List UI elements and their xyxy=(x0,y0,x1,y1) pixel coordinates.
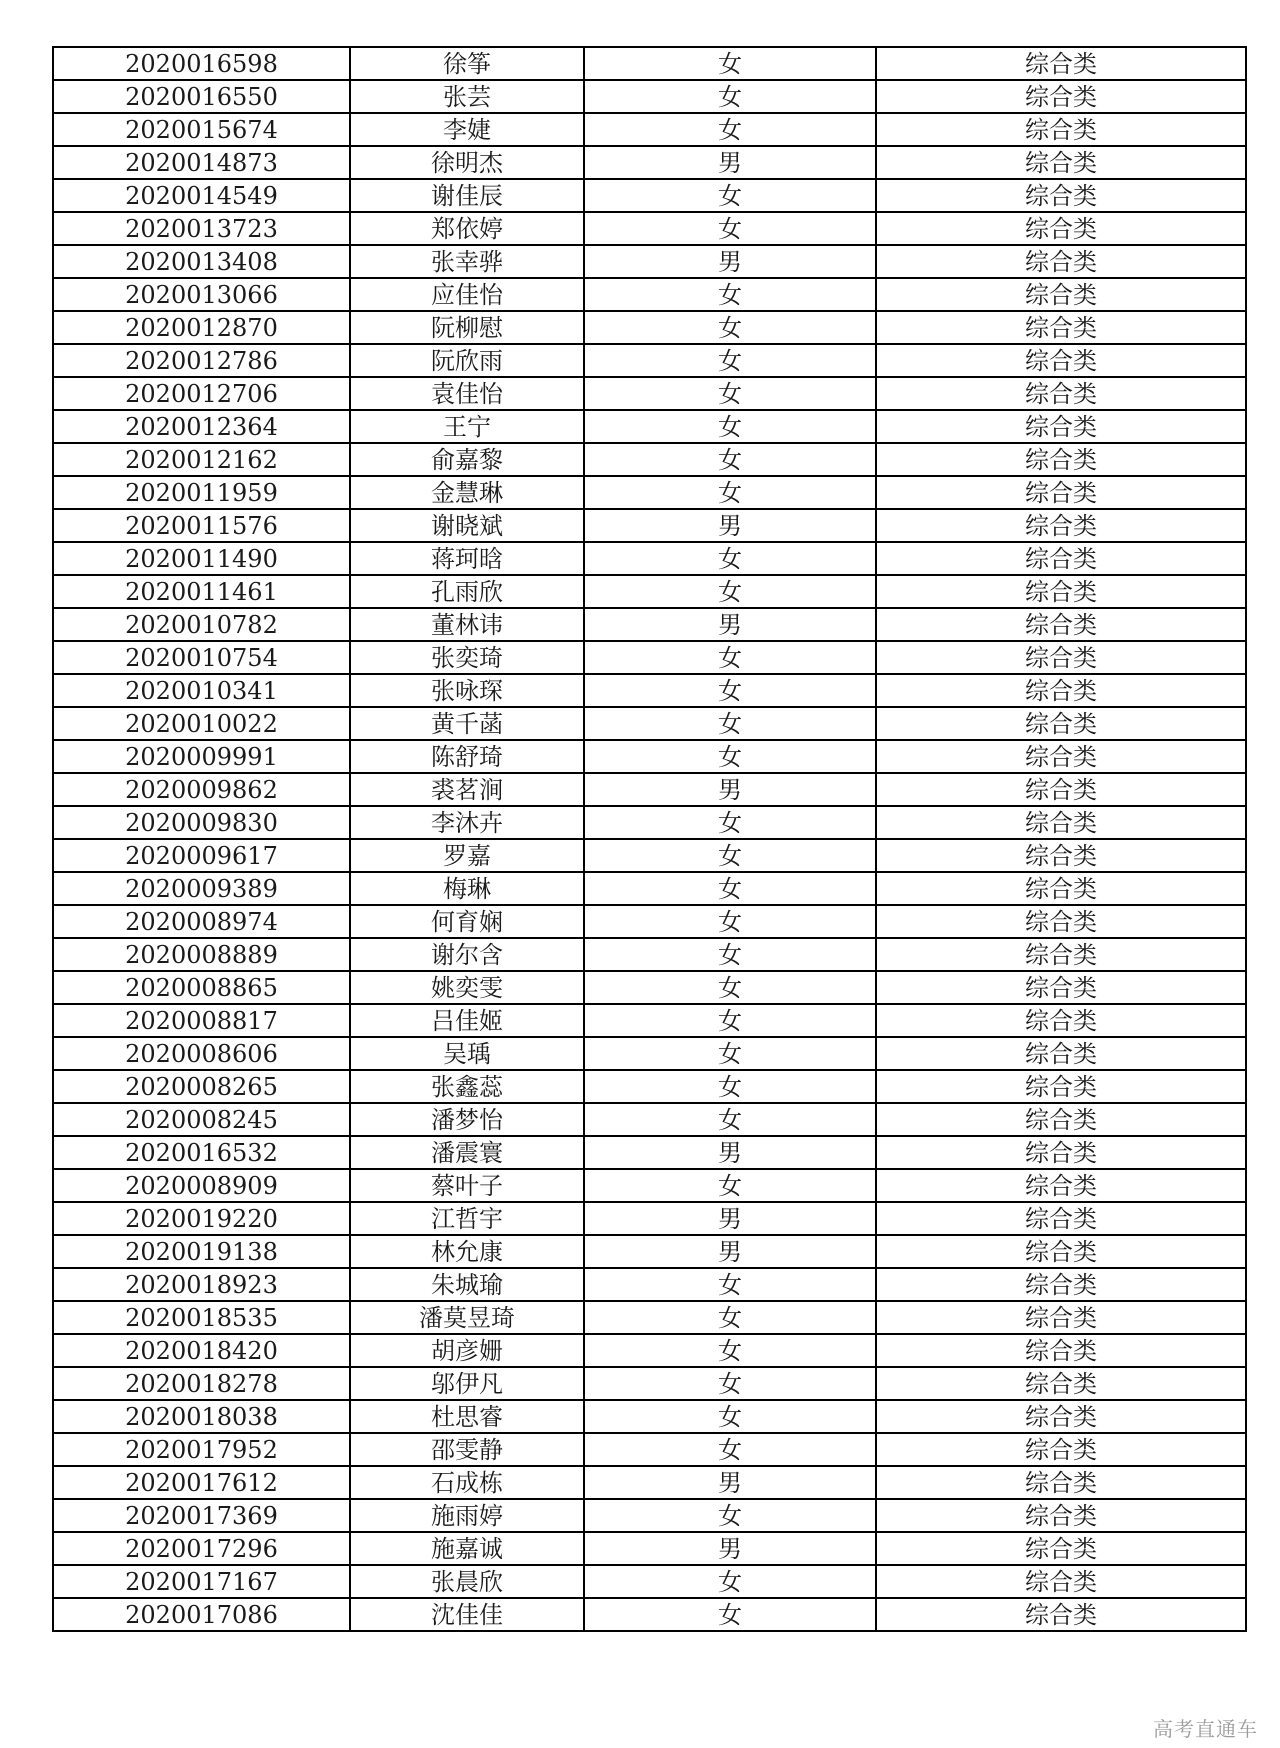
table-row xyxy=(53,47,1246,80)
gender-cell: 女 xyxy=(584,641,876,674)
table-row xyxy=(53,1499,1246,1532)
gender-cell: 女 xyxy=(584,674,876,707)
category-cell: 综合类 xyxy=(876,1367,1246,1400)
category-cell: 综合类 xyxy=(876,1136,1246,1169)
table-row xyxy=(53,212,1246,245)
gender-cell: 男 xyxy=(584,1532,876,1565)
student-name-cell: 李沐卉 xyxy=(350,806,584,839)
watermark-text: 高考直通车 xyxy=(1153,1717,1258,1741)
student-name-cell: 张幸骅 xyxy=(350,245,584,278)
table-row xyxy=(53,1103,1246,1136)
category-cell: 综合类 xyxy=(876,212,1246,245)
table-row xyxy=(53,1565,1246,1598)
category-cell: 综合类 xyxy=(876,1103,1246,1136)
gender-cell: 女 xyxy=(584,707,876,740)
student-name-cell: 潘莫昱琦 xyxy=(350,1301,584,1334)
table-row xyxy=(53,1004,1246,1037)
student-id-cell: 2020008245 xyxy=(53,1103,350,1136)
table-row xyxy=(53,311,1246,344)
gender-cell: 女 xyxy=(584,575,876,608)
category-cell: 综合类 xyxy=(876,1499,1246,1532)
student-id-cell: 2020014873 xyxy=(53,146,350,179)
student-name-cell: 张芸 xyxy=(350,80,584,113)
student-name-cell: 张奕琦 xyxy=(350,641,584,674)
gender-cell: 女 xyxy=(584,443,876,476)
student-id-cell: 2020017296 xyxy=(53,1532,350,1565)
category-cell: 综合类 xyxy=(876,641,1246,674)
student-id-cell: 2020012364 xyxy=(53,410,350,443)
gender-cell: 女 xyxy=(584,212,876,245)
student-id-cell: 2020012870 xyxy=(53,311,350,344)
table-row xyxy=(53,1367,1246,1400)
category-cell: 综合类 xyxy=(876,1268,1246,1301)
gender-cell: 男 xyxy=(584,245,876,278)
category-cell: 综合类 xyxy=(876,1532,1246,1565)
table-row xyxy=(53,1301,1246,1334)
category-cell: 综合类 xyxy=(876,443,1246,476)
gender-cell: 女 xyxy=(584,410,876,443)
student-id-cell: 2020011576 xyxy=(53,509,350,542)
table-row xyxy=(53,1070,1246,1103)
table-row xyxy=(53,1598,1246,1631)
student-id-cell: 2020008606 xyxy=(53,1037,350,1070)
student-name-cell: 郑依婷 xyxy=(350,212,584,245)
gender-cell: 女 xyxy=(584,1565,876,1598)
student-name-cell: 董林讳 xyxy=(350,608,584,641)
student-id-cell: 2020009991 xyxy=(53,740,350,773)
student-id-cell: 2020016550 xyxy=(53,80,350,113)
gender-cell: 男 xyxy=(584,773,876,806)
category-cell: 综合类 xyxy=(876,146,1246,179)
table-row xyxy=(53,740,1246,773)
student-name-cell: 谢尔含 xyxy=(350,938,584,971)
gender-cell: 女 xyxy=(584,311,876,344)
category-cell: 综合类 xyxy=(876,1004,1246,1037)
student-id-cell: 2020009617 xyxy=(53,839,350,872)
category-cell: 综合类 xyxy=(876,311,1246,344)
gender-cell: 男 xyxy=(584,509,876,542)
gender-cell: 女 xyxy=(584,1400,876,1433)
student-list-table-container xyxy=(52,46,1237,1632)
gender-cell: 女 xyxy=(584,377,876,410)
student-id-cell: 2020009389 xyxy=(53,872,350,905)
gender-cell: 女 xyxy=(584,1004,876,1037)
student-name-cell: 邬伊凡 xyxy=(350,1367,584,1400)
gender-cell: 女 xyxy=(584,344,876,377)
table-row xyxy=(53,179,1246,212)
student-id-cell: 2020019220 xyxy=(53,1202,350,1235)
table-row xyxy=(53,476,1246,509)
student-id-cell: 2020018535 xyxy=(53,1301,350,1334)
category-cell: 综合类 xyxy=(876,971,1246,1004)
gender-cell: 女 xyxy=(584,971,876,1004)
table-row xyxy=(53,245,1246,278)
gender-cell: 女 xyxy=(584,1499,876,1532)
category-cell: 综合类 xyxy=(876,872,1246,905)
category-cell: 综合类 xyxy=(876,938,1246,971)
student-id-cell: 2020010022 xyxy=(53,707,350,740)
student-name-cell: 王宁 xyxy=(350,410,584,443)
table-row xyxy=(53,146,1246,179)
category-cell: 综合类 xyxy=(876,674,1246,707)
student-name-cell: 金慧琳 xyxy=(350,476,584,509)
table-row xyxy=(53,938,1246,971)
student-id-cell: 2020008265 xyxy=(53,1070,350,1103)
table-row xyxy=(53,113,1246,146)
student-id-cell: 2020013723 xyxy=(53,212,350,245)
table-row xyxy=(53,608,1246,641)
category-cell: 综合类 xyxy=(876,509,1246,542)
student-name-cell: 施嘉诚 xyxy=(350,1532,584,1565)
student-id-cell: 2020012706 xyxy=(53,377,350,410)
student-name-cell: 孔雨欣 xyxy=(350,575,584,608)
table-row xyxy=(53,1169,1246,1202)
student-id-cell: 2020013408 xyxy=(53,245,350,278)
student-id-cell: 2020016598 xyxy=(53,47,350,80)
table-row xyxy=(53,839,1246,872)
student-name-cell: 姚奕雯 xyxy=(350,971,584,1004)
gender-cell: 女 xyxy=(584,740,876,773)
gender-cell: 女 xyxy=(584,938,876,971)
student-id-cell: 2020010341 xyxy=(53,674,350,707)
student-id-cell: 2020017086 xyxy=(53,1598,350,1631)
student-name-cell: 袁佳怡 xyxy=(350,377,584,410)
gender-cell: 女 xyxy=(584,1598,876,1631)
student-id-cell: 2020015674 xyxy=(53,113,350,146)
gender-cell: 男 xyxy=(584,1466,876,1499)
category-cell: 综合类 xyxy=(876,1169,1246,1202)
student-id-cell: 2020009830 xyxy=(53,806,350,839)
student-id-cell: 2020012162 xyxy=(53,443,350,476)
table-row xyxy=(53,344,1246,377)
student-id-cell: 2020010782 xyxy=(53,608,350,641)
gender-cell: 男 xyxy=(584,146,876,179)
category-cell: 综合类 xyxy=(876,1400,1246,1433)
student-name-cell: 石成栋 xyxy=(350,1466,584,1499)
table-row xyxy=(53,674,1246,707)
category-cell: 综合类 xyxy=(876,707,1246,740)
student-id-cell: 2020008909 xyxy=(53,1169,350,1202)
student-name-cell: 裘茗涧 xyxy=(350,773,584,806)
table-row xyxy=(53,1433,1246,1466)
student-name-cell: 施雨婷 xyxy=(350,1499,584,1532)
student-id-cell: 2020017167 xyxy=(53,1565,350,1598)
student-name-cell: 李婕 xyxy=(350,113,584,146)
table-row xyxy=(53,509,1246,542)
category-cell: 综合类 xyxy=(876,113,1246,146)
student-name-cell: 潘震寰 xyxy=(350,1136,584,1169)
table-row xyxy=(53,707,1246,740)
category-cell: 综合类 xyxy=(876,1433,1246,1466)
table-row xyxy=(53,1037,1246,1070)
student-id-cell: 2020014549 xyxy=(53,179,350,212)
gender-cell: 男 xyxy=(584,1136,876,1169)
student-name-cell: 阮柳慰 xyxy=(350,311,584,344)
student-name-cell: 梅琳 xyxy=(350,872,584,905)
gender-cell: 女 xyxy=(584,872,876,905)
student-name-cell: 陈舒琦 xyxy=(350,740,584,773)
table-row xyxy=(53,1136,1246,1169)
student-id-cell: 2020008974 xyxy=(53,905,350,938)
category-cell: 综合类 xyxy=(876,410,1246,443)
student-id-cell: 2020010754 xyxy=(53,641,350,674)
student-name-cell: 徐筝 xyxy=(350,47,584,80)
student-id-cell: 2020016532 xyxy=(53,1136,350,1169)
table-row xyxy=(53,410,1246,443)
gender-cell: 女 xyxy=(584,542,876,575)
student-name-cell: 沈佳佳 xyxy=(350,1598,584,1631)
category-cell: 综合类 xyxy=(876,1598,1246,1631)
student-name-cell: 吴瑀 xyxy=(350,1037,584,1070)
table-row xyxy=(53,1334,1246,1367)
gender-cell: 女 xyxy=(584,47,876,80)
student-id-cell: 2020011461 xyxy=(53,575,350,608)
gender-cell: 男 xyxy=(584,608,876,641)
table-row xyxy=(53,971,1246,1004)
table-row xyxy=(53,905,1246,938)
gender-cell: 女 xyxy=(584,1169,876,1202)
student-name-cell: 胡彦姗 xyxy=(350,1334,584,1367)
category-cell: 综合类 xyxy=(876,1070,1246,1103)
student-id-cell: 2020017612 xyxy=(53,1466,350,1499)
gender-cell: 女 xyxy=(584,278,876,311)
student-id-cell: 2020009862 xyxy=(53,773,350,806)
category-cell: 综合类 xyxy=(876,1037,1246,1070)
student-name-cell: 谢晓斌 xyxy=(350,509,584,542)
table-row xyxy=(53,1235,1246,1268)
category-cell: 综合类 xyxy=(876,806,1246,839)
student-name-cell: 徐明杰 xyxy=(350,146,584,179)
student-name-cell: 朱城瑜 xyxy=(350,1268,584,1301)
gender-cell: 女 xyxy=(584,1433,876,1466)
student-name-cell: 邵雯静 xyxy=(350,1433,584,1466)
student-name-cell: 林允康 xyxy=(350,1235,584,1268)
student-id-cell: 2020008817 xyxy=(53,1004,350,1037)
student-name-cell: 阮欣雨 xyxy=(350,344,584,377)
category-cell: 综合类 xyxy=(876,47,1246,80)
gender-cell: 女 xyxy=(584,179,876,212)
student-name-cell: 黄千菡 xyxy=(350,707,584,740)
table-row xyxy=(53,575,1246,608)
table-row xyxy=(53,641,1246,674)
student-id-cell: 2020013066 xyxy=(53,278,350,311)
table-row xyxy=(53,872,1246,905)
category-cell: 综合类 xyxy=(876,740,1246,773)
gender-cell: 男 xyxy=(584,1235,876,1268)
student-name-cell: 张鑫蕊 xyxy=(350,1070,584,1103)
student-name-cell: 蔡叶子 xyxy=(350,1169,584,1202)
student-name-cell: 杜思睿 xyxy=(350,1400,584,1433)
student-name-cell: 罗嘉 xyxy=(350,839,584,872)
category-cell: 综合类 xyxy=(876,1565,1246,1598)
student-id-cell: 2020008889 xyxy=(53,938,350,971)
table-body xyxy=(53,47,1246,1631)
student-id-cell: 2020018038 xyxy=(53,1400,350,1433)
table-row xyxy=(53,377,1246,410)
category-cell: 综合类 xyxy=(876,1235,1246,1268)
student-name-cell: 何育娴 xyxy=(350,905,584,938)
student-name-cell: 应佳怡 xyxy=(350,278,584,311)
student-name-cell: 蒋珂晗 xyxy=(350,542,584,575)
gender-cell: 女 xyxy=(584,839,876,872)
student-id-cell: 2020018923 xyxy=(53,1268,350,1301)
category-cell: 综合类 xyxy=(876,476,1246,509)
category-cell: 综合类 xyxy=(876,278,1246,311)
category-cell: 综合类 xyxy=(876,377,1246,410)
gender-cell: 女 xyxy=(584,476,876,509)
table-row xyxy=(53,542,1246,575)
table-row xyxy=(53,1400,1246,1433)
category-cell: 综合类 xyxy=(876,542,1246,575)
student-id-cell: 2020011490 xyxy=(53,542,350,575)
student-id-cell: 2020018278 xyxy=(53,1367,350,1400)
student-list-table xyxy=(52,46,1247,1632)
category-cell: 综合类 xyxy=(876,773,1246,806)
category-cell: 综合类 xyxy=(876,179,1246,212)
category-cell: 综合类 xyxy=(876,80,1246,113)
student-name-cell: 潘梦怡 xyxy=(350,1103,584,1136)
student-name-cell: 江哲宇 xyxy=(350,1202,584,1235)
category-cell: 综合类 xyxy=(876,1202,1246,1235)
student-id-cell: 2020012786 xyxy=(53,344,350,377)
table-row xyxy=(53,443,1246,476)
category-cell: 综合类 xyxy=(876,1301,1246,1334)
category-cell: 综合类 xyxy=(876,905,1246,938)
gender-cell: 女 xyxy=(584,806,876,839)
category-cell: 综合类 xyxy=(876,839,1246,872)
student-id-cell: 2020011959 xyxy=(53,476,350,509)
student-id-cell: 2020008865 xyxy=(53,971,350,1004)
student-id-cell: 2020019138 xyxy=(53,1235,350,1268)
gender-cell: 女 xyxy=(584,1103,876,1136)
table-row xyxy=(53,1466,1246,1499)
gender-cell: 女 xyxy=(584,1334,876,1367)
category-cell: 综合类 xyxy=(876,575,1246,608)
student-name-cell: 谢佳辰 xyxy=(350,179,584,212)
table-row xyxy=(53,1532,1246,1565)
table-row xyxy=(53,278,1246,311)
category-cell: 综合类 xyxy=(876,344,1246,377)
gender-cell: 女 xyxy=(584,80,876,113)
gender-cell: 女 xyxy=(584,905,876,938)
gender-cell: 女 xyxy=(584,113,876,146)
category-cell: 综合类 xyxy=(876,1466,1246,1499)
student-name-cell: 吕佳姬 xyxy=(350,1004,584,1037)
category-cell: 综合类 xyxy=(876,608,1246,641)
table-row xyxy=(53,773,1246,806)
gender-cell: 女 xyxy=(584,1268,876,1301)
category-cell: 综合类 xyxy=(876,1334,1246,1367)
student-id-cell: 2020018420 xyxy=(53,1334,350,1367)
gender-cell: 女 xyxy=(584,1367,876,1400)
gender-cell: 女 xyxy=(584,1301,876,1334)
student-id-cell: 2020017952 xyxy=(53,1433,350,1466)
table-row xyxy=(53,1268,1246,1301)
student-name-cell: 俞嘉黎 xyxy=(350,443,584,476)
student-name-cell: 张晨欣 xyxy=(350,1565,584,1598)
student-id-cell: 2020017369 xyxy=(53,1499,350,1532)
gender-cell: 女 xyxy=(584,1037,876,1070)
table-row xyxy=(53,1202,1246,1235)
gender-cell: 女 xyxy=(584,1070,876,1103)
table-row xyxy=(53,806,1246,839)
student-name-cell: 张咏琛 xyxy=(350,674,584,707)
table-row xyxy=(53,80,1246,113)
category-cell: 综合类 xyxy=(876,245,1246,278)
gender-cell: 男 xyxy=(584,1202,876,1235)
